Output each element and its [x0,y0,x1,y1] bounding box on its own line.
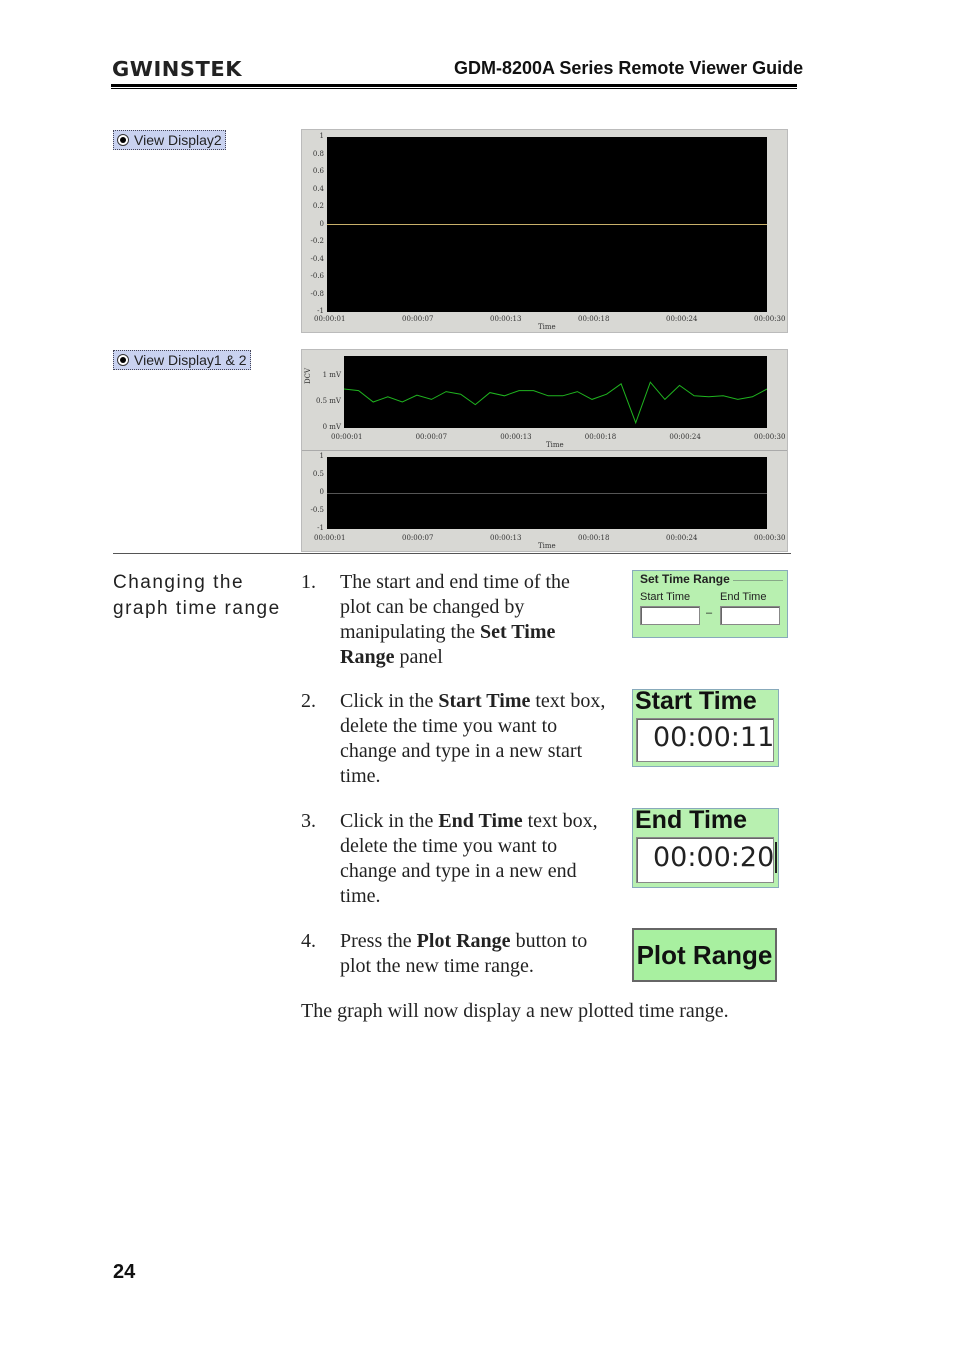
display2-x-label: Time [538,323,556,331]
end-time-big-label: End Time [635,806,748,834]
panel-rule [733,580,783,581]
display2-lower-y-tick: 0 [319,488,324,496]
step-number: 3. [301,810,316,832]
step-text [340,570,570,670]
display2-lower-y-tick: 1 [319,452,324,460]
end-time-value: 00:00:20 [653,842,777,873]
display1-x-label: Time [546,441,564,449]
zero-line [327,493,767,494]
text-cursor [775,842,777,873]
brand-logo: GWINSTEK [112,57,243,81]
step-line: change and type in a new start [340,740,583,762]
display2-plot-panel [301,129,788,333]
header-rule [111,84,797,87]
plot-range-label: Plot Range [636,939,773,970]
radio-selected-icon [117,134,129,146]
step-line: Range panel [340,646,443,668]
step-line: Click in the End Time text box, [340,810,598,832]
section-divider [113,553,791,554]
step-1 [301,570,621,680]
display2-y-tick: 0.8 [312,149,324,158]
display2-y-tick: -0.8 [310,289,324,298]
document-title: GDM-8200A Series Remote Viewer Guide [454,58,804,78]
end-time-panel [632,808,779,888]
plot-divider [302,450,787,451]
display1-plot-area [344,356,767,428]
start-time-big-label: Start Time [635,687,757,715]
step-line: time. [340,885,381,907]
step-line: The start and end time of the [340,571,570,593]
start-time-value: 00:00:11 [653,722,775,753]
step-number: 4. [301,930,316,952]
step-line: plot can be changed by [340,596,525,618]
display2-plot-area [327,137,767,312]
display2-lower-x-tick: 00:00:24 [666,534,698,542]
display2-lower-x-tick: 00:00:01 [314,534,346,542]
step-line: Click in the Start Time text box, [340,690,606,712]
display2-y-tick: -0.2 [310,237,324,245]
display2-y-tick: -0.6 [310,272,324,280]
section-heading [113,570,281,622]
range-dash: – [706,607,713,619]
step-line: Press the Plot Range button to [340,930,588,952]
display2-x-tick: 00:00:13 [490,315,522,323]
radio-selected-icon [117,354,129,366]
display2-y-tick: -0.4 [310,254,324,263]
radio-view-display2[interactable] [113,130,226,150]
display1-x-tick: 00:00:24 [669,433,701,441]
step-2 [301,689,631,799]
display1-series-line [344,382,767,423]
step-number: 1. [301,571,316,593]
display2-lower-x-tick: 00:00:07 [402,534,434,542]
display2-x-tick: 00:00:30 [754,315,786,323]
start-time-input[interactable] [640,606,700,625]
section-heading-line1: Changing the [113,572,245,593]
radio-label-text: View Display1 & 2 [134,352,247,368]
display2-lower-x-tick: 00:00:18 [578,534,610,542]
display2-x-tick: 00:00:01 [314,315,346,323]
set-time-range-title: Set Time Range [640,572,730,586]
display2-lower-y-tick: -1 [317,524,324,532]
display1-y-label: DCV [304,367,312,384]
display2-lower-x-tick: 00:00:30 [754,534,786,542]
section-heading-line2: graph time range [113,598,281,619]
radio-label-text: View Display2 [134,132,222,148]
display2-lower-x-tick: 00:00:13 [490,534,522,542]
step-line: plot the new time range. [340,955,534,977]
display2-y-tick: 0.2 [312,202,324,210]
step-line: time. [340,765,381,787]
display1-x-tick: 00:00:30 [754,433,786,441]
step-line: delete the time you want to [340,715,558,737]
display2-lower-plot-area [327,457,767,529]
step-number: 2. [301,690,316,712]
display2-lower-y-tick: -0.5 [310,506,324,514]
step-line: delete the time you want to [340,835,558,857]
display2-x-tick: 00:00:18 [578,315,610,323]
start-time-label: Start Time [640,591,691,603]
display2-lower-x-label: Time [538,542,556,550]
step-3 [301,809,631,919]
display1-y-tick: 0.5 mV [315,397,341,405]
zero-line [327,224,767,225]
step-text [340,929,587,979]
display2-y-tick: 0.4 [312,184,324,193]
display2-x-tick: 00:00:24 [666,315,698,323]
end-time-input[interactable] [720,606,780,625]
display2-lower-y-tick: 0.5 [312,470,324,478]
closing-sentence: The graph will now display a new plotted time range. [301,1000,729,1022]
display1-x-tick: 00:00:18 [584,433,617,441]
step-4 [301,929,631,989]
radio-view-display1-2[interactable] [113,350,251,370]
step-text [340,809,598,909]
display2-y-tick: -1 [317,307,324,315]
end-time-label: End Time [720,591,767,603]
step-text [340,689,605,789]
start-time-panel [632,689,779,767]
end-time-big-input[interactable] [636,837,774,883]
display2-y-tick: 0.6 [312,167,324,175]
display2-y-tick: 0 [319,219,324,228]
plot-range-button[interactable] [632,928,777,982]
display12-plot-panel [301,349,788,552]
set-time-range-panel [632,570,788,638]
start-time-big-input[interactable] [636,718,774,762]
display1-x-tick: 00:00:01 [331,433,363,441]
display2-y-tick: 1 [319,132,324,140]
display1-y-tick: 1 mV [322,371,341,379]
display1-chart [344,356,767,428]
page-number: 24 [113,1261,136,1283]
display1-x-tick: 00:00:07 [415,433,448,441]
step-line: manipulating the Set Time [340,621,556,643]
header-rule-thin [111,88,797,89]
display1-x-tick: 00:00:13 [500,433,532,441]
display2-x-tick: 00:00:07 [402,315,434,323]
display1-y-tick: 0 mV [322,423,341,431]
step-line: change and type in a new end [340,860,577,882]
